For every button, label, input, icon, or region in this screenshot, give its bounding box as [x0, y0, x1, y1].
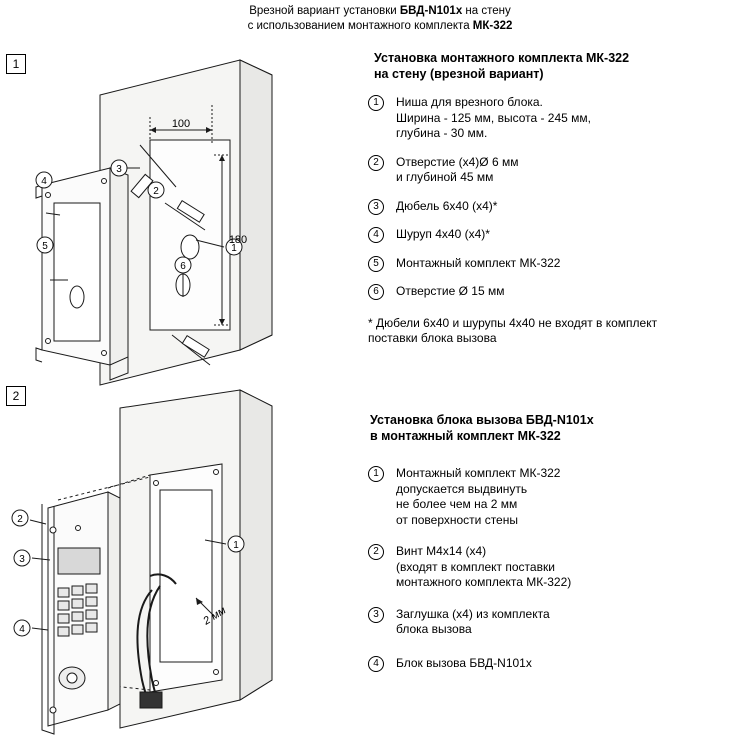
item-number: 4 — [368, 227, 384, 243]
item-number: 3 — [368, 607, 384, 623]
page-title-model: БВД-N101x — [399, 5, 463, 17]
panel-1-footnote — [360, 316, 734, 347]
footnote-line: поставки блока вызова — [368, 331, 497, 345]
list-item — [360, 656, 734, 672]
page-title-line-1 — [120, 4, 640, 19]
item-text-line: допускается выдвинуть — [396, 481, 528, 496]
item-number: 3 — [368, 199, 384, 215]
gap-dimension-label: 2 мм — [201, 604, 229, 628]
item-text-line: Ниша для врезного блока. — [396, 95, 543, 109]
item-text-line: Монтажный комплект МК-322 — [396, 255, 561, 270]
list-item — [360, 227, 734, 243]
panel-step-1 — [360, 50, 734, 347]
item-number: 6 — [368, 284, 384, 300]
item-number: 5 — [368, 256, 384, 272]
item-text-line: Отверстие (х4)Ø 6 мм — [396, 154, 519, 169]
item-number: 1 — [368, 466, 384, 482]
item-number: 1 — [368, 95, 384, 111]
callout-b1-label: 1 — [233, 540, 239, 551]
item-number: 2 — [368, 544, 384, 560]
dimension-height-label: 180 — [228, 234, 248, 246]
list-item — [360, 155, 734, 186]
panel-2-title — [360, 412, 734, 444]
callout-3-label: 3 — [116, 164, 122, 175]
list-item — [360, 256, 734, 272]
list-item — [360, 199, 734, 215]
list-item — [360, 284, 734, 300]
item-text-line: (входят в комплект поставки — [396, 559, 555, 574]
item-text-line: Блок вызова БВД-N101x — [396, 655, 532, 670]
step-number-2: 2 — [6, 386, 26, 406]
panel-1-title-line-1: Установка монтажного комплекта МК-322 — [374, 51, 630, 65]
callout-5-label: 5 — [42, 241, 48, 252]
callout-b4-label: 4 — [19, 624, 25, 635]
item-text-line: Дюбель 6х40 (х4)* — [396, 198, 498, 213]
item-text-line: глубина - 30 мм. — [396, 126, 488, 140]
callout-1-label: 1 — [231, 243, 237, 254]
callout-6-label: 6 — [180, 261, 186, 272]
callout-4-label: 4 — [41, 176, 47, 187]
item-text-line: Заглушка (х4) из комплекта — [396, 606, 550, 621]
item-number: 4 — [368, 656, 384, 672]
item-text-line: не более чем на 2 мм — [396, 497, 518, 511]
page-title-prefix: Врезной вариант установки — [249, 5, 400, 17]
page-title-line-2 — [120, 19, 640, 34]
callout-2-label: 2 — [153, 186, 159, 197]
list-item — [360, 544, 734, 591]
drawing-step-1 — [0, 35, 360, 415]
item-text-line: Шуруп 4х40 (х4)* — [396, 227, 490, 241]
list-item — [360, 466, 734, 528]
page-title-kit-prefix: с использованием монтажного комплекта — [247, 20, 473, 32]
item-text-line: блока вызова — [396, 622, 472, 636]
callout-b2-label: 2 — [17, 514, 23, 525]
list-item — [360, 95, 734, 142]
item-text-line: Винт М4х14 (х4) — [396, 544, 487, 558]
item-text-line: от поверхности стены — [396, 512, 518, 527]
footnote-line: * Дюбели 6х40 и шурупы 4х40 не входят в комплект — [368, 315, 658, 330]
drawing-step-2 — [0, 380, 360, 750]
item-text-line: Монтажный комплект МК-322 — [396, 466, 561, 480]
list-item — [360, 607, 734, 638]
panel-2-title-line-1: Установка блока вызова БВД-N101x — [370, 413, 594, 427]
item-text-line: Ширина - 125 мм, высота - 245 мм, — [396, 110, 591, 125]
panel-1-title — [360, 50, 734, 82]
callout-b3-label: 3 — [19, 554, 25, 565]
panel-2-title-line-2: в монтажный комплект МК-322 — [370, 429, 561, 443]
item-text-line: Отверстие Ø 15 мм — [396, 284, 505, 298]
step-number-1: 1 — [6, 54, 26, 74]
item-number: 2 — [368, 155, 384, 171]
panel-1-title-line-2: на стену (врезной вариант) — [374, 67, 544, 81]
page-title-kit-model: МК-322 — [472, 20, 513, 32]
item-text-line: монтажного комплекта МК-322) — [396, 575, 572, 589]
dimension-width-label: 100 — [171, 118, 191, 130]
page-title — [120, 4, 640, 34]
page-title-suffix: на стену — [462, 5, 511, 17]
panel-step-2 — [360, 412, 734, 671]
item-text-line: и глубиной 45 мм — [396, 170, 494, 184]
